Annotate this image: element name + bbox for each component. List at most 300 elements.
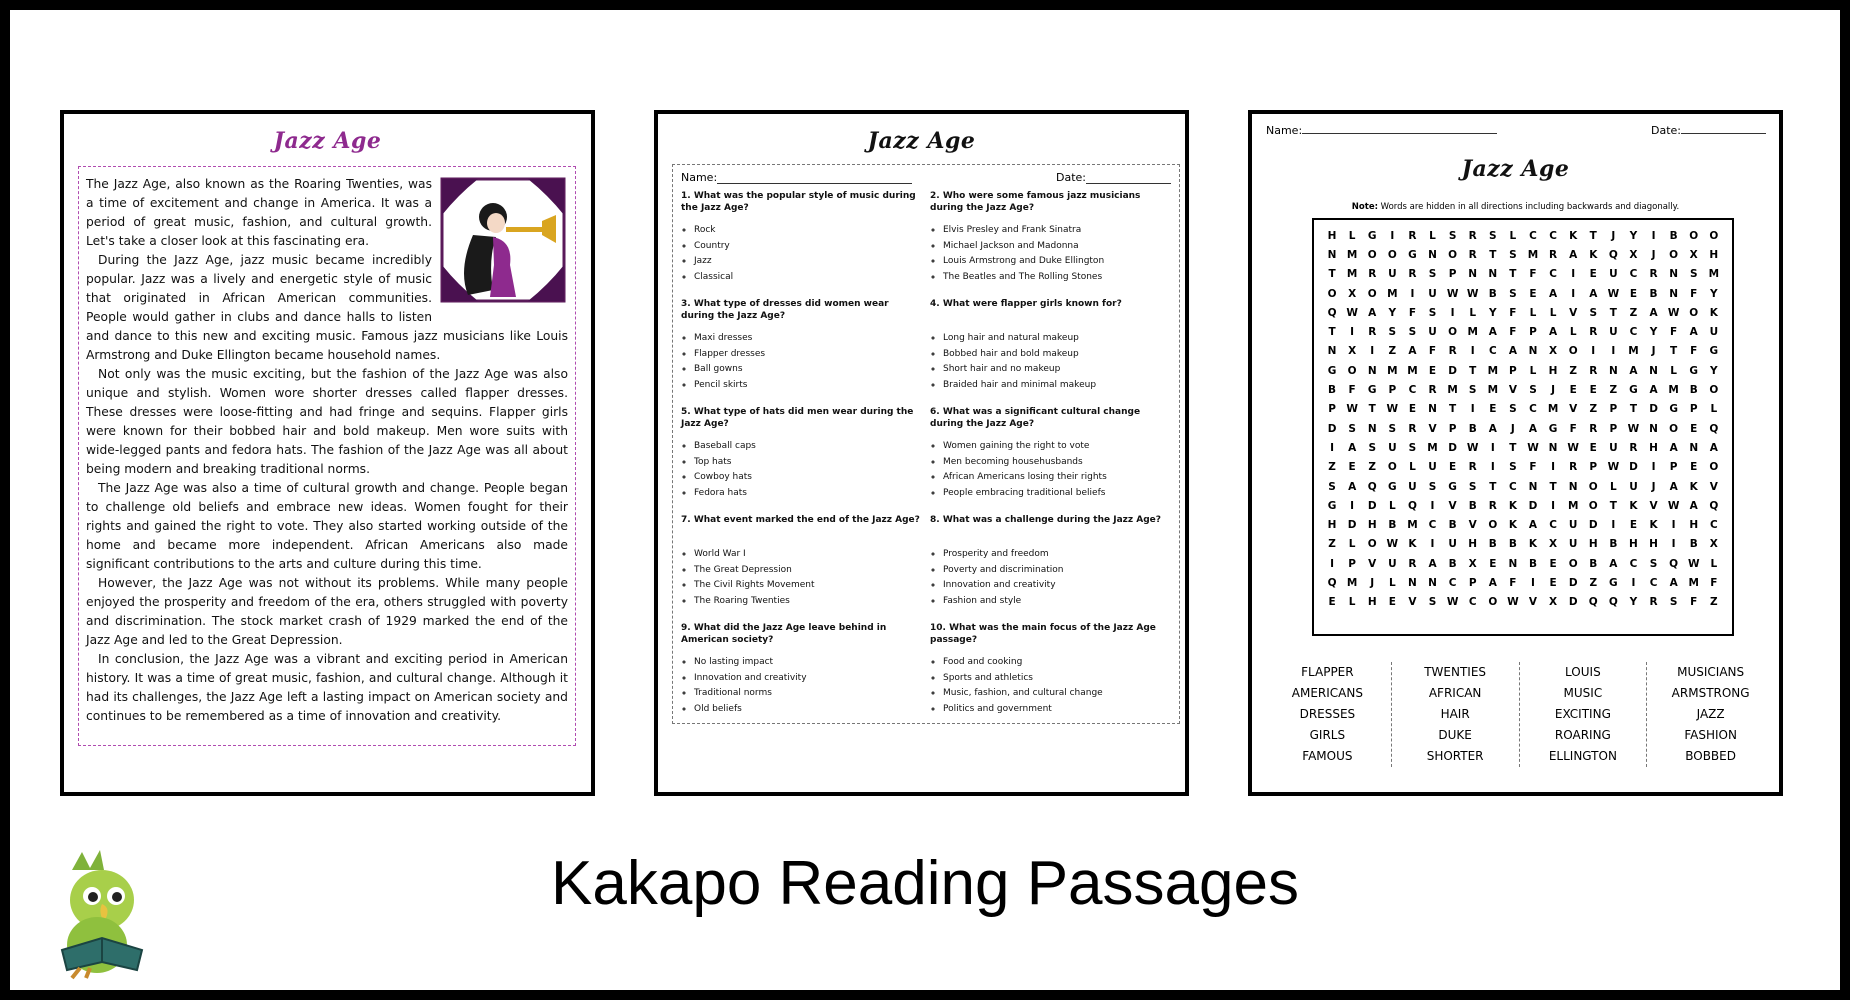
grid-letter: A: [1348, 480, 1357, 493]
grid-letter: R: [1408, 229, 1417, 242]
grid-letter: N: [1649, 364, 1658, 377]
answer-option[interactable]: ◦ Maxi dresses: [694, 331, 922, 347]
grid-letter: W: [1446, 596, 1459, 609]
grid-letter: N: [1428, 248, 1437, 261]
grid-letter: I: [1330, 441, 1334, 454]
grid-letter: P: [1448, 422, 1457, 435]
grid-letter: M: [1346, 268, 1358, 281]
answer-option[interactable]: ◦ The Great Depression: [694, 563, 922, 579]
answer-option[interactable]: ◦ Traditional norms: [694, 686, 922, 702]
grid-letter: N: [1608, 364, 1618, 377]
grid-letter: R: [1408, 557, 1417, 570]
grid-letter: Y: [1710, 364, 1718, 377]
flapper-trumpet-illustration: [438, 175, 568, 305]
grid-letter: M: [1447, 384, 1458, 397]
grid-letter: S: [1689, 268, 1698, 281]
grid-letter: W: [1627, 422, 1640, 435]
grid-letter: F: [1670, 326, 1678, 339]
grid-letter: I: [1350, 499, 1355, 512]
grid-letter: H: [1689, 519, 1699, 532]
grid-letter: S: [1428, 306, 1437, 319]
grid-letter: G: [1709, 345, 1719, 358]
preview-canvas: [10, 10, 1840, 990]
grid-letter: O: [1448, 326, 1458, 339]
grid-letter: J: [1370, 576, 1375, 589]
grid-letter: G: [1629, 384, 1638, 397]
grid-letter: T: [1489, 248, 1497, 261]
grid-letter: I: [1531, 576, 1535, 589]
grid-letter: B: [1528, 557, 1537, 570]
answer-option[interactable]: ◦ Elvis Presley and Frank Sinatra: [943, 223, 1171, 239]
answer-option[interactable]: ◦ The Beatles and The Rolling Stones: [943, 270, 1171, 286]
grid-letter: E: [1348, 461, 1356, 474]
grid-letter: L: [1429, 229, 1436, 242]
grid-letter: L: [1549, 306, 1557, 319]
grid-letter: W: [1346, 403, 1358, 416]
answer-option[interactable]: ◦ Innovation and creativity: [943, 578, 1171, 594]
grid-letter: V: [1528, 596, 1538, 609]
passage-paragraph: The Jazz Age, also known as the Roaring Twenties, was a time of excitement and change in America. It was a period of great music, fashion, and cultural growth. Let's take a closer look at this fascinating era.: [86, 177, 432, 248]
grid-letter: E: [1589, 384, 1597, 397]
answer-options: [930, 223, 1171, 285]
grid-letter: P: [1589, 461, 1598, 474]
answer-option[interactable]: ◦ Music, fashion, and cultural change: [943, 686, 1171, 702]
answer-option[interactable]: ◦ Baseball caps: [694, 439, 922, 455]
grid-letter: N: [1528, 345, 1538, 358]
grid-letter: I: [1410, 287, 1415, 300]
grid-letter: W: [1667, 499, 1680, 512]
answer-option[interactable]: ◦ Flapper dresses: [694, 347, 922, 363]
grid-letter: M: [1668, 384, 1679, 397]
grid-letter: F: [1509, 326, 1517, 339]
grid-letter: M: [1467, 326, 1478, 339]
grid-letter: A: [1549, 326, 1558, 339]
grid-letter: Z: [1609, 384, 1618, 397]
grid-letter: S: [1509, 248, 1517, 261]
grid-letter: S: [1408, 441, 1417, 454]
questions-box: [672, 164, 1180, 724]
grid-letter: Q: [1669, 557, 1679, 570]
question-text: 8. What was a challenge during the Jazz Age?: [930, 515, 1161, 525]
grid-letter: C: [1428, 519, 1437, 532]
grid-letter: D: [1568, 576, 1578, 589]
grid-letter: I: [1450, 306, 1455, 319]
grid-letter: B: [1488, 287, 1497, 300]
answer-option[interactable]: ◦ Fedora hats: [694, 486, 922, 502]
grid-letter: Y: [1649, 326, 1658, 339]
grid-letter: J: [1611, 229, 1616, 242]
answer-option[interactable]: ◦ Short hair and no makeup: [943, 362, 1171, 378]
grid-letter: S: [1428, 596, 1437, 609]
grid-row: [1322, 593, 1724, 612]
word-bank-column: [1647, 662, 1774, 767]
name-label: Name:: [681, 171, 718, 184]
grid-letter: C: [1549, 268, 1557, 281]
grid-letter: G: [1408, 248, 1417, 261]
grid-letter: I: [1470, 403, 1475, 416]
word-bank-word: ELLINGTON: [1548, 749, 1617, 763]
grid-letter: Q: [1709, 499, 1719, 512]
answer-option[interactable]: ◦ Jazz: [694, 254, 922, 270]
grid-letter: E: [1589, 268, 1597, 281]
name-line[interactable]: [1302, 133, 1497, 134]
grid-letter: Z: [1328, 538, 1336, 551]
question-item: [930, 406, 1171, 514]
grid-letter: I: [1571, 268, 1576, 281]
grid-letter: E: [1388, 596, 1396, 609]
grid-letter: A: [1528, 422, 1538, 435]
grid-letter: F: [1529, 461, 1537, 474]
grid-letter: B: [1388, 519, 1397, 532]
grid-letter: T: [1449, 403, 1457, 416]
grid-letter: M: [1688, 576, 1699, 589]
grid-letter: L: [1509, 229, 1517, 242]
grid-letter: A: [1508, 345, 1517, 358]
grid-letter: G: [1327, 499, 1337, 512]
grid-letter: C: [1408, 384, 1417, 397]
grid-letter: L: [1529, 364, 1537, 377]
answer-option[interactable]: ◦ Food and cooking: [943, 655, 1171, 671]
word-bank-word: AFRICAN: [1428, 686, 1482, 700]
grid-letter: I: [1490, 441, 1495, 454]
answer-option[interactable]: ◦ Ball gowns: [694, 362, 922, 378]
grid-letter: R: [1549, 248, 1558, 261]
grid-letter: H: [1327, 229, 1337, 242]
grid-letter: J: [1551, 384, 1556, 397]
note-text: Words are hidden in all directions including backwards and diagonally.: [1377, 202, 1680, 212]
grid-letter: H: [1468, 538, 1478, 551]
grid-letter: U: [1388, 557, 1397, 570]
grid-row: [1322, 535, 1724, 554]
word-bank-word: DUKE: [1438, 728, 1472, 742]
grid-letter: W: [1386, 538, 1399, 551]
grid-letter: R: [1589, 326, 1598, 339]
grid-letter: U: [1609, 441, 1618, 454]
grid-letter: R: [1649, 268, 1658, 281]
grid-letter: Q: [1327, 306, 1337, 319]
grid-letter: O: [1588, 499, 1598, 512]
answer-option[interactable]: ◦ World War I: [694, 547, 922, 563]
grid-letter: X: [1348, 287, 1357, 300]
grid-letter: S: [1669, 596, 1678, 609]
grid-letter: Y: [1388, 306, 1397, 319]
grid-letter: R: [1368, 326, 1377, 339]
grid-letter: N: [1669, 268, 1679, 281]
question-text: 6. What was a significant cultural change during the Jazz Age?: [930, 407, 1141, 429]
question-item: [681, 406, 922, 514]
grid-letter: W: [1346, 306, 1358, 319]
grid-letter: M: [1427, 441, 1438, 454]
grid-letter: L: [1348, 538, 1356, 551]
grid-letter: R: [1468, 248, 1477, 261]
grid-row: [1322, 303, 1724, 322]
grid-letter: S: [1489, 229, 1497, 242]
grid-letter: O: [1568, 345, 1578, 358]
word-bank-word: MUSIC: [1563, 686, 1603, 700]
grid-letter: O: [1689, 229, 1699, 242]
answer-options: [681, 223, 922, 285]
grid-letter: I: [1611, 519, 1616, 532]
name-line[interactable]: [717, 183, 912, 184]
grid-letter: E: [1449, 461, 1457, 474]
grid-letter: S: [1428, 480, 1437, 493]
grid-letter: V: [1649, 499, 1658, 512]
passage-title: Jazz Age: [273, 128, 382, 154]
grid-letter: A: [1488, 326, 1497, 339]
grid-letter: F: [1408, 306, 1417, 319]
date-label: Date:: [1056, 171, 1086, 184]
grid-letter: J: [1651, 480, 1656, 493]
passage-paragraph: However, the Jazz Age was not without its problems. While many people enjoyed the prosperity and freedom of the era, others struggled with poverty and discrimination. The stock market crash of 1929 marked the end of the Jazz Age and led to the Great Depression.: [86, 576, 568, 647]
grid-letter: U: [1448, 538, 1457, 551]
grid-letter: O: [1367, 287, 1377, 300]
answer-option[interactable]: ◦ People embracing traditional beliefs: [943, 486, 1171, 502]
grid-letter: N: [1367, 422, 1377, 435]
grid-letter: E: [1589, 441, 1597, 454]
grid-letter: C: [1488, 345, 1497, 358]
grid-letter: E: [1428, 364, 1437, 377]
grid-letter: C: [1629, 557, 1638, 570]
grid-letter: Q: [1367, 480, 1377, 493]
grid-letter: A: [1609, 557, 1618, 570]
grid-letter: A: [1488, 422, 1497, 435]
grid-letter: M: [1708, 268, 1720, 281]
grid-letter: R: [1468, 461, 1477, 474]
grid-letter: Z: [1328, 461, 1336, 474]
grid-letter: P: [1669, 461, 1678, 474]
grid-letter: U: [1428, 461, 1437, 474]
name-date-row: [1266, 124, 1766, 137]
grid-letter: F: [1690, 345, 1698, 358]
grid-letter: S: [1509, 403, 1517, 416]
grid-letter: H: [1327, 519, 1337, 532]
grid-letter: A: [1649, 384, 1658, 397]
answer-option[interactable]: ◦ Innovation and creativity: [694, 671, 922, 687]
grid-letter: S: [1589, 306, 1598, 319]
grid-letter: B: [1448, 519, 1457, 532]
question-item: [930, 298, 1171, 406]
grid-letter: X: [1468, 557, 1477, 570]
answer-option[interactable]: ◦ Sports and athletics: [943, 671, 1171, 687]
grid-row: [1322, 322, 1724, 341]
grid-row: [1322, 573, 1724, 592]
answer-option[interactable]: ◦ Fashion and style: [943, 594, 1171, 610]
grid-letter: S: [1408, 326, 1417, 339]
answer-option[interactable]: ◦ Poverty and discrimination: [943, 563, 1171, 579]
grid-letter: S: [1368, 441, 1377, 454]
grid-letter: E: [1690, 461, 1698, 474]
grid-letter: A: [1348, 441, 1357, 454]
grid-letter: D: [1588, 519, 1598, 532]
grid-letter: O: [1669, 248, 1679, 261]
answer-option[interactable]: ◦ African Americans losing their rights: [943, 470, 1171, 486]
grid-letter: F: [1509, 306, 1517, 319]
grid-letter: H: [1629, 538, 1638, 551]
answer-option[interactable]: ◦ Braided hair and minimal makeup: [943, 378, 1171, 394]
answer-options: [681, 547, 922, 609]
grid-letter: H: [1588, 538, 1598, 551]
name-date-row: [681, 171, 1171, 184]
grid-letter: G: [1367, 229, 1377, 242]
answer-option[interactable]: ◦ Rock: [694, 223, 922, 239]
grid-letter: P: [1388, 384, 1397, 397]
grid-letter: P: [1448, 268, 1457, 281]
grid-letter: B: [1589, 557, 1598, 570]
grid-letter: L: [1348, 229, 1356, 242]
grid-letter: M: [1547, 403, 1559, 416]
grid-letter: R: [1649, 596, 1658, 609]
grid-letter: R: [1589, 364, 1598, 377]
answer-option[interactable]: ◦ The Civil Rights Movement: [694, 578, 922, 594]
grid-letter: M: [1346, 248, 1358, 261]
grid-letter: N: [1548, 441, 1558, 454]
grid-letter: E: [1328, 596, 1336, 609]
grid-letter: C: [1629, 268, 1638, 281]
question-item: [681, 514, 922, 622]
grid-row: [1322, 554, 1724, 573]
word-bank-word: HAIR: [1440, 707, 1470, 721]
grid-letter: I: [1390, 229, 1395, 242]
grid-letter: H: [1709, 248, 1719, 261]
grid-row: [1322, 380, 1724, 399]
grid-letter: W: [1507, 596, 1519, 609]
brand-title: Kakapo Reading Passages: [551, 849, 1299, 918]
word-bank-word: JAZZ: [1696, 707, 1725, 721]
grid-letter: V: [1408, 596, 1417, 609]
grid-letter: I: [1611, 345, 1616, 358]
grid-letter: N: [1408, 576, 1417, 589]
answer-option[interactable]: ◦ Old beliefs: [694, 702, 922, 718]
grid-letter: G: [1689, 364, 1699, 377]
grid-letter: W: [1607, 287, 1620, 300]
answer-option[interactable]: ◦ Country: [694, 239, 922, 255]
grid-letter: T: [1469, 364, 1477, 377]
grid-letter: A: [1488, 576, 1497, 589]
grid-letter: I: [1551, 461, 1556, 474]
grid-letter: A: [1649, 306, 1658, 319]
grid-letter: K: [1528, 538, 1538, 551]
grid-letter: B: [1448, 557, 1457, 570]
answer-option[interactable]: ◦ Cowboy hats: [694, 470, 922, 486]
answer-option[interactable]: ◦ No lasting impact: [694, 655, 922, 671]
answer-options: [930, 655, 1171, 717]
grid-row: [1322, 245, 1724, 264]
grid-letter: X: [1689, 248, 1698, 261]
answer-option[interactable]: ◦ The Roaring Twenties: [694, 594, 922, 610]
answer-option[interactable]: ◦ Classical: [694, 270, 922, 286]
word-bank-word: BOBBED: [1685, 749, 1736, 763]
answer-option[interactable]: ◦ Women gaining the right to vote: [943, 439, 1171, 455]
grid-letter: X: [1549, 538, 1558, 551]
answer-option[interactable]: ◦ Men becoming househusbands: [943, 455, 1171, 471]
answer-option[interactable]: ◦ Politics and government: [943, 702, 1171, 718]
answer-option[interactable]: ◦ Pencil skirts: [694, 378, 922, 394]
grid-letter: V: [1709, 480, 1718, 493]
grid-letter: E: [1569, 384, 1577, 397]
letter-grid: [1312, 218, 1734, 636]
questions-title: Jazz Age: [867, 128, 976, 154]
grid-row: [1322, 284, 1724, 303]
answer-option[interactable]: ◦ Bobbed hair and bold makeup: [943, 347, 1171, 363]
grid-letter: K: [1649, 519, 1658, 532]
grid-letter: E: [1549, 557, 1557, 570]
grid-letter: K: [1569, 229, 1578, 242]
grid-letter: R: [1468, 229, 1477, 242]
grid-letter: O: [1387, 461, 1397, 474]
date-line[interactable]: [1086, 183, 1171, 184]
grid-letter: Y: [1629, 596, 1638, 609]
grid-letter: B: [1488, 538, 1497, 551]
grid-letter: Q: [1327, 576, 1337, 589]
grid-letter: M: [1487, 364, 1499, 377]
grid-letter: F: [1509, 576, 1517, 589]
grid-letter: P: [1689, 403, 1698, 416]
answer-option[interactable]: ◦ Michael Jackson and Madonna: [943, 239, 1171, 255]
grid-letter: P: [1529, 326, 1537, 339]
grid-letter: G: [1609, 576, 1618, 589]
grid-row: [1322, 361, 1724, 380]
answer-option[interactable]: ◦ Top hats: [694, 455, 922, 471]
passage-paragraph: In conclusion, the Jazz Age was a vibrant and exciting period in American history. It was a time of great music, fashion, and cultural change. Although it had its challenges, the Jazz Age left a lasting impact on American society and continues to be remembered as a time of innovation and creativity.: [86, 652, 568, 723]
grid-letter: C: [1529, 229, 1537, 242]
grid-letter: A: [1669, 441, 1678, 454]
answer-option[interactable]: ◦ Prosperity and freedom: [943, 547, 1171, 563]
word-bank-word: DRESSES: [1299, 707, 1356, 721]
grid-letter: W: [1446, 287, 1459, 300]
grid-letter: C: [1468, 596, 1477, 609]
grid-letter: O: [1709, 229, 1719, 242]
grid-letter: X: [1629, 248, 1638, 261]
grid-row: [1322, 419, 1724, 438]
grid-letter: E: [1489, 403, 1497, 416]
grid-letter: O: [1689, 306, 1699, 319]
grid-letter: A: [1368, 306, 1377, 319]
grid-letter: B: [1689, 538, 1698, 551]
grid-letter: K: [1589, 248, 1598, 261]
answer-option[interactable]: ◦ Louis Armstrong and Duke Ellington: [943, 254, 1171, 270]
grid-row: [1322, 515, 1724, 534]
grid-letter: T: [1589, 229, 1597, 242]
grid-letter: K: [1709, 306, 1718, 319]
grid-letter: E: [1549, 576, 1557, 589]
grid-letter: L: [1388, 499, 1396, 512]
grid-letter: G: [1388, 480, 1397, 493]
grid-letter: L: [1610, 480, 1617, 493]
grid-letter: W: [1567, 441, 1579, 454]
question-text: 2. Who were some famous jazz musicians during the Jazz Age?: [930, 191, 1141, 213]
grid-letter: L: [1710, 557, 1718, 570]
word-bank-word: FLAPPER: [1301, 665, 1354, 679]
question-text: 3. What type of dresses did women wear during the Jazz Age?: [681, 299, 889, 321]
grid-letter: Y: [1710, 287, 1718, 300]
word-bank-word: FAMOUS: [1302, 749, 1353, 763]
grid-letter: W: [1607, 461, 1620, 474]
grid-letter: L: [1388, 576, 1396, 589]
grid-letter: N: [1428, 403, 1437, 416]
grid-letter: F: [1428, 345, 1437, 358]
grid-letter: R: [1488, 499, 1497, 512]
grid-letter: B: [1609, 538, 1618, 551]
grid-letter: B: [1328, 384, 1337, 397]
grid-letter: O: [1488, 596, 1498, 609]
grid-letter: Q: [1407, 499, 1417, 512]
grid-letter: A: [1669, 576, 1678, 589]
grid-letter: F: [1710, 576, 1718, 589]
answer-option[interactable]: ◦ Long hair and natural makeup: [943, 331, 1171, 347]
grid-letter: I: [1651, 229, 1656, 242]
date-line[interactable]: [1681, 133, 1766, 134]
grid-letter: I: [1571, 287, 1576, 300]
